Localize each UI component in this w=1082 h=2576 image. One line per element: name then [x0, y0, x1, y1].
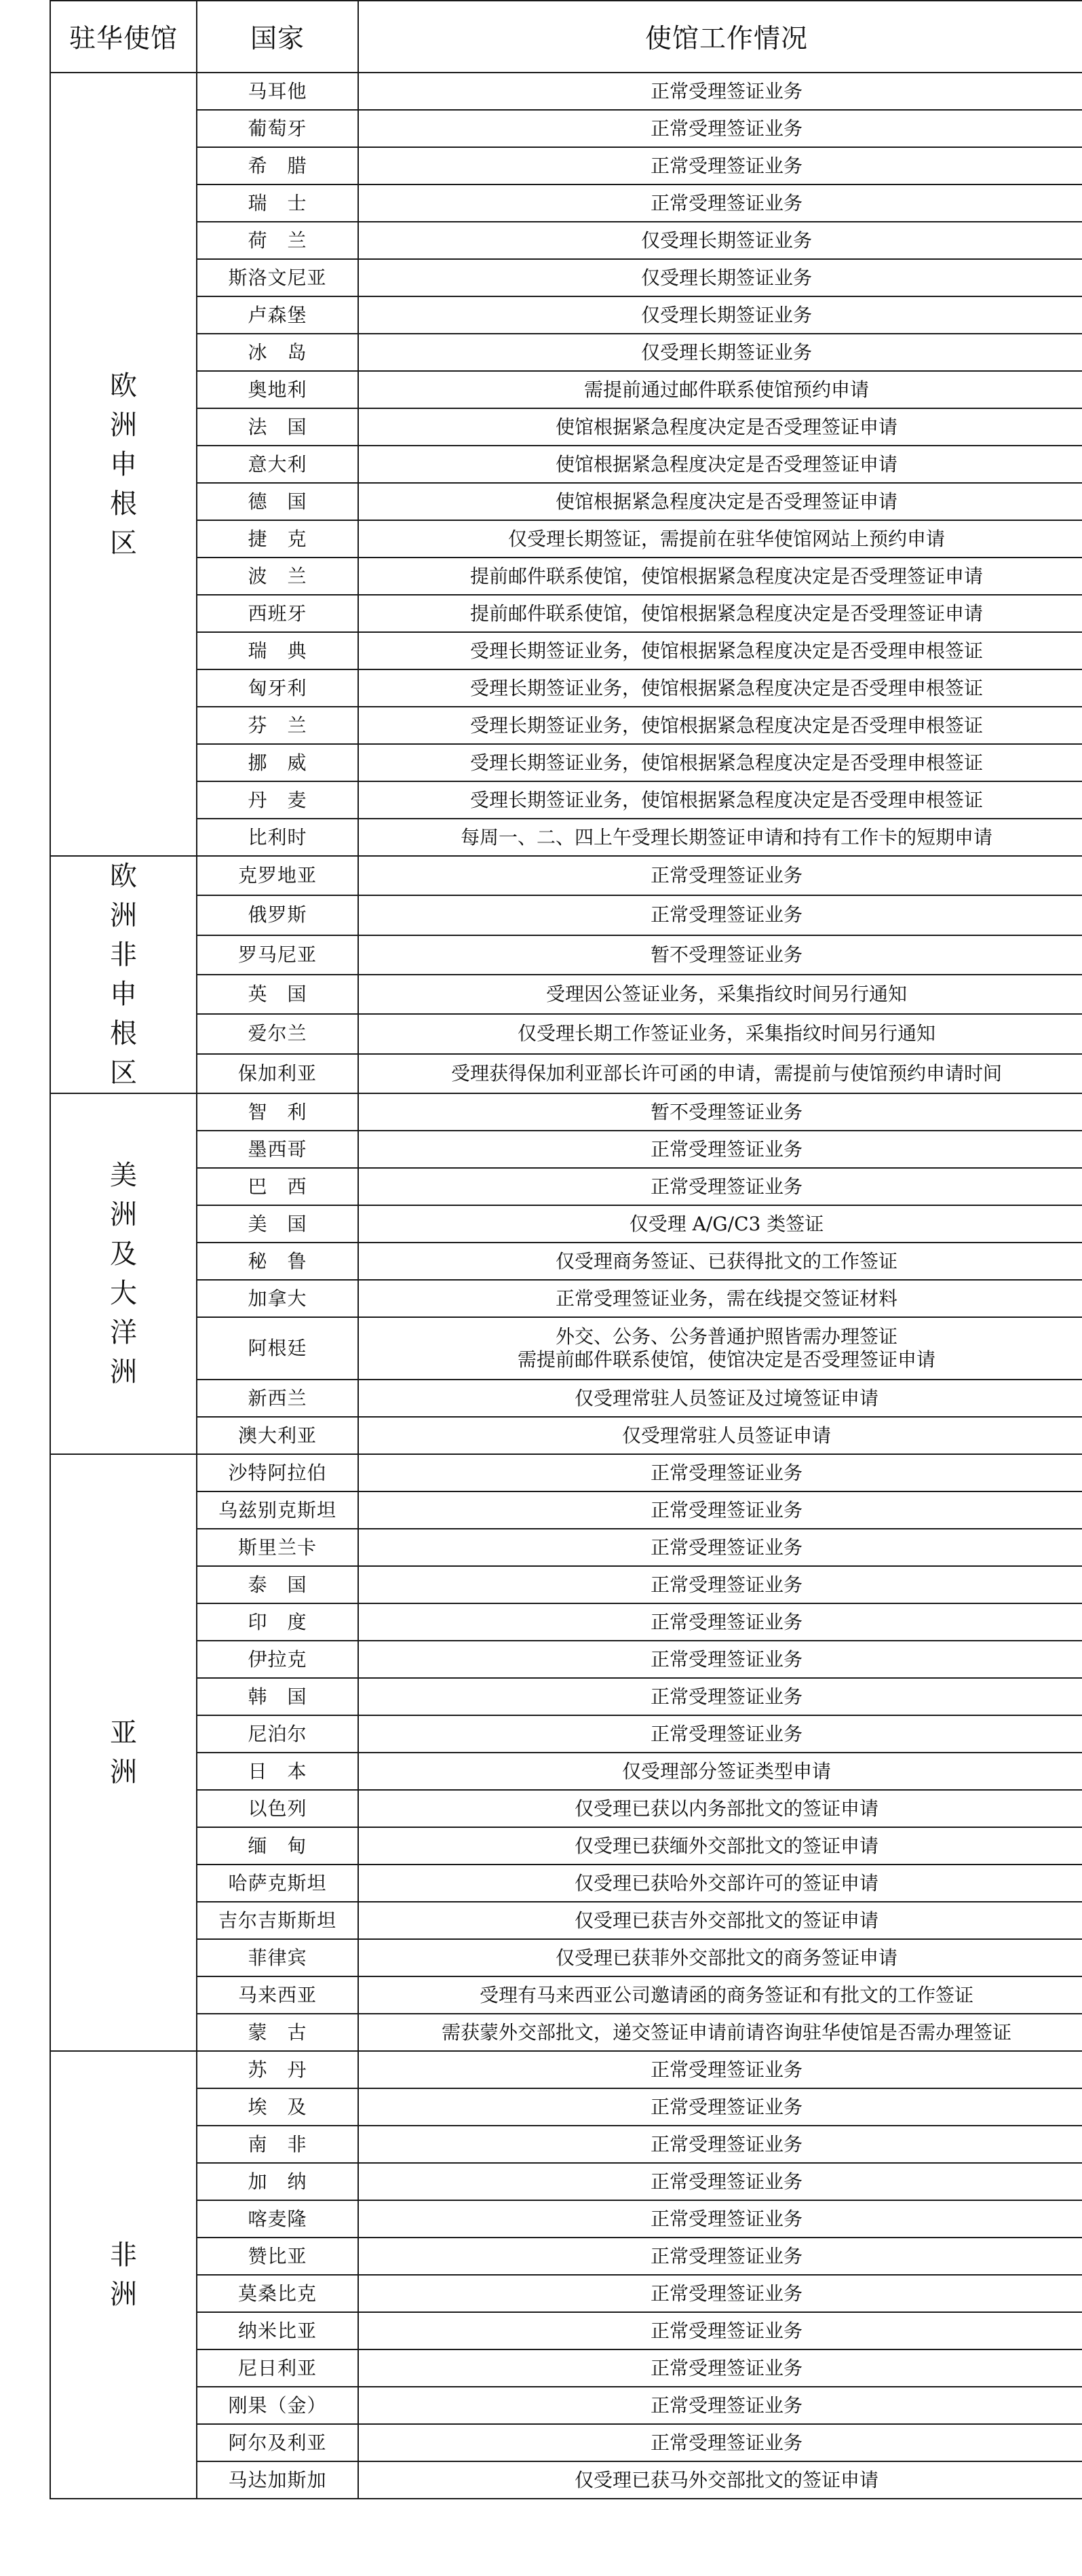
country-cell: 埃 及 [197, 2088, 358, 2126]
status-cell [358, 1641, 1082, 1678]
status-cell [358, 1753, 1082, 1790]
table-row [50, 1168, 1082, 1205]
region-cell [50, 1093, 197, 1454]
table-row [50, 2275, 1082, 2312]
table-row [50, 1678, 1082, 1715]
status-text: 受理有马来西亚公司邀请函的商务签证和有批文的工作签证 [479, 1983, 973, 2006]
status-text: 受理长期签证业务，使馆根据紧急程度决定是否受理申根签证 [469, 751, 983, 774]
status-cell [358, 1417, 1082, 1454]
status-cell [358, 483, 1082, 520]
status-cell [358, 669, 1082, 707]
country-cell: 哈萨克斯坦 [197, 1865, 358, 1902]
table-row [50, 371, 1082, 408]
country-cell: 巴 西 [197, 1168, 358, 1205]
status-cell [358, 520, 1082, 558]
status-text: 正常受理签证业务 [650, 1647, 803, 1671]
table-header [50, 1, 1082, 73]
country-cell: 乌兹别克斯坦 [197, 1491, 358, 1529]
table-row [50, 1054, 1082, 1093]
status-text: 仅受理长期签证，需提前在驻华使馆网站上预约申请 [507, 527, 945, 550]
table-row [50, 446, 1082, 483]
status-text: 正常受理签证业务 [650, 191, 803, 214]
status-text: 提前邮件联系使馆，使馆根据紧急程度决定是否受理签证申请 [469, 564, 983, 587]
status-cell [358, 707, 1082, 744]
country-cell: 斯里兰卡 [197, 1529, 358, 1566]
status-cell [358, 1280, 1082, 1317]
status-cell [358, 1454, 1082, 1491]
region-cell [50, 856, 197, 1093]
status-text: 仅受理长期签证业务 [640, 303, 812, 326]
country-cell: 奥地利 [197, 371, 358, 408]
region-label: 亚洲 [110, 1717, 137, 1788]
table-row [50, 558, 1082, 595]
country-cell: 日 本 [197, 1753, 358, 1790]
country-cell: 美 国 [197, 1205, 358, 1243]
status-cell [358, 73, 1082, 110]
region-cell [50, 1454, 197, 2051]
region-cell [50, 73, 197, 856]
country-cell: 菲律宾 [197, 1939, 358, 1976]
country-cell: 斯洛文尼亚 [197, 259, 358, 296]
status-text: 受理长期签证业务，使馆根据紧急程度决定是否受理申根签证 [469, 639, 983, 662]
country-cell: 匈牙利 [197, 669, 358, 707]
table-row [50, 408, 1082, 446]
country-cell: 希 腊 [197, 147, 358, 184]
status-cell [358, 1529, 1082, 1566]
region-label: 非洲 [110, 2240, 137, 2310]
status-text: 需提前邮件联系使馆，使馆决定是否受理签证申请 [517, 1348, 935, 1371]
country-cell: 阿尔及利亚 [197, 2424, 358, 2461]
table-row [50, 1790, 1082, 1827]
status-text: 仅受理常驻人员签证申请 [621, 1424, 831, 1447]
table-row [50, 2238, 1082, 2275]
embassy-visa-table [50, 0, 1082, 2499]
table-row [50, 2312, 1082, 2349]
status-text: 仅受理已获马外交部批文的签证申请 [574, 2468, 878, 2491]
country-cell: 荷 兰 [197, 222, 358, 259]
status-cell [358, 1976, 1082, 2014]
table-row [50, 1827, 1082, 1865]
country-cell: 莫桑比克 [197, 2275, 358, 2312]
status-text: 仅受理已获缅外交部批文的签证申请 [574, 1834, 878, 1857]
status-text: 受理长期签证业务，使馆根据紧急程度决定是否受理申根签证 [469, 788, 983, 811]
table-row [50, 2051, 1082, 2088]
status-cell [358, 1939, 1082, 1976]
country-cell: 阿根廷 [197, 1317, 358, 1380]
status-text: 正常受理签证业务 [650, 2207, 803, 2230]
status-text: 正常受理签证业务 [650, 2095, 803, 2118]
status-cell [358, 1205, 1082, 1243]
status-text: 仅受理 A/G/C3 类签证 [629, 1212, 824, 1235]
country-cell: 秘 鲁 [197, 1243, 358, 1280]
status-cell [358, 1902, 1082, 1939]
status-cell [358, 1715, 1082, 1753]
status-text: 正常受理签证业务，需在线提交签证材料 [555, 1287, 897, 1310]
table-row [50, 2200, 1082, 2238]
table-row [50, 935, 1082, 975]
status-text: 使馆根据紧急程度决定是否受理签证申请 [555, 490, 897, 513]
country-cell: 南 非 [197, 2126, 358, 2163]
status-text: 仅受理长期工作签证业务，采集指纹时间另行通知 [517, 1022, 935, 1045]
status-cell [358, 2088, 1082, 2126]
table-row [50, 1529, 1082, 1566]
status-cell [358, 1243, 1082, 1280]
status-cell [358, 259, 1082, 296]
table-row [50, 334, 1082, 371]
status-text: 仅受理长期签证业务 [640, 229, 812, 252]
status-text: 仅受理已获吉外交部批文的签证申请 [574, 1909, 878, 1932]
status-text: 正常受理签证业务 [650, 2356, 803, 2379]
country-cell: 克罗地亚 [197, 856, 358, 895]
status-text: 正常受理签证业务 [650, 2244, 803, 2267]
status-text: 正常受理签证业务 [650, 864, 803, 887]
region-label: 欧洲非申根区 [110, 861, 137, 1089]
status-cell [358, 895, 1082, 935]
table-row [50, 819, 1082, 856]
table-row [50, 1715, 1082, 1753]
status-text: 正常受理签证业务 [650, 117, 803, 140]
table-row [50, 1093, 1082, 1131]
country-cell: 马耳他 [197, 73, 358, 110]
visa-status-sheet [50, 0, 1082, 2499]
country-cell: 蒙 古 [197, 2014, 358, 2051]
status-text: 使馆根据紧急程度决定是否受理签证申请 [555, 452, 897, 475]
status-text: 仅受理已获菲外交部批文的商务签证申请 [555, 1946, 897, 1969]
region-label: 美洲及大洋洲 [110, 1160, 137, 1388]
table-row [50, 1902, 1082, 1939]
status-cell [358, 110, 1082, 147]
table-row [50, 483, 1082, 520]
table-row [50, 222, 1082, 259]
status-cell [358, 1827, 1082, 1865]
status-cell [358, 595, 1082, 632]
status-text: 受理因公签证业务，采集指纹时间另行通知 [545, 983, 907, 1006]
status-cell [358, 408, 1082, 446]
status-cell [358, 371, 1082, 408]
status-cell [358, 558, 1082, 595]
status-cell [358, 2163, 1082, 2200]
status-text: 正常受理签证业务 [650, 79, 803, 102]
status-cell [358, 1317, 1082, 1380]
status-cell [358, 184, 1082, 222]
status-cell [358, 1054, 1082, 1093]
status-text: 使馆根据紧急程度决定是否受理签证申请 [555, 415, 897, 438]
country-cell: 吉尔吉斯斯坦 [197, 1902, 358, 1939]
status-cell [358, 1491, 1082, 1529]
status-cell [358, 222, 1082, 259]
country-cell: 比利时 [197, 819, 358, 856]
table-row [50, 2461, 1082, 2499]
status-cell [358, 1093, 1082, 1131]
status-text: 外交、公务、公务普通护照皆需办理签证 [555, 1325, 897, 1348]
status-text: 正常受理签证业务 [650, 2058, 803, 2081]
country-cell: 葡萄牙 [197, 110, 358, 147]
status-text: 仅受理常驻人员签证及过境签证申请 [574, 1386, 878, 1409]
status-text: 提前邮件联系使馆，使馆根据紧急程度决定是否受理签证申请 [469, 602, 983, 625]
status-cell [358, 856, 1082, 895]
status-text: 正常受理签证业务 [650, 2170, 803, 2193]
status-text: 正常受理签证业务 [650, 2431, 803, 2454]
status-text: 正常受理签证业务 [650, 1573, 803, 1596]
country-cell: 意大利 [197, 446, 358, 483]
country-cell: 西班牙 [197, 595, 358, 632]
table-row [50, 707, 1082, 744]
status-cell [358, 819, 1082, 856]
country-cell: 冰 岛 [197, 334, 358, 371]
table-row [50, 595, 1082, 632]
table-row [50, 2126, 1082, 2163]
country-cell: 加拿大 [197, 1280, 358, 1317]
country-cell: 沙特阿拉伯 [197, 1454, 358, 1491]
table-row [50, 1131, 1082, 1168]
status-text: 正常受理签证业务 [650, 2132, 803, 2155]
status-text: 正常受理签证业务 [650, 1610, 803, 1633]
table-row [50, 1280, 1082, 1317]
status-cell [358, 781, 1082, 819]
table-row [50, 296, 1082, 334]
table-row [50, 1976, 1082, 2014]
table-row [50, 1380, 1082, 1417]
status-text: 正常受理签证业务 [650, 1175, 803, 1198]
country-cell: 俄罗斯 [197, 895, 358, 935]
country-cell: 印 度 [197, 1603, 358, 1641]
status-cell [358, 2051, 1082, 2088]
status-text: 需提前通过邮件联系使馆预约申请 [583, 378, 869, 401]
table-row [50, 2349, 1082, 2387]
header-region: 驻华使馆 [50, 1, 197, 73]
country-cell: 德 国 [197, 483, 358, 520]
table-row [50, 1243, 1082, 1280]
country-cell: 苏 丹 [197, 2051, 358, 2088]
table-row [50, 856, 1082, 895]
country-cell: 罗马尼亚 [197, 935, 358, 975]
status-text: 正常受理签证业务 [650, 1137, 803, 1160]
table-row [50, 1417, 1082, 1454]
country-cell: 芬 兰 [197, 707, 358, 744]
status-cell [358, 296, 1082, 334]
country-cell: 刚果（金） [197, 2387, 358, 2424]
country-cell: 马来西亚 [197, 1976, 358, 2014]
country-cell: 丹 麦 [197, 781, 358, 819]
status-cell [358, 2387, 1082, 2424]
country-cell: 以色列 [197, 1790, 358, 1827]
country-cell: 马达加斯加 [197, 2461, 358, 2499]
table-row [50, 1641, 1082, 1678]
status-cell [358, 1566, 1082, 1603]
country-cell: 新西兰 [197, 1380, 358, 1417]
status-cell [358, 1131, 1082, 1168]
country-cell: 尼日利亚 [197, 2349, 358, 2387]
status-text: 仅受理商务签证、已获得批文的工作签证 [555, 1249, 897, 1272]
table-row [50, 1317, 1082, 1380]
country-cell: 卢森堡 [197, 296, 358, 334]
status-cell [358, 975, 1082, 1014]
status-text: 正常受理签证业务 [650, 1536, 803, 1559]
status-cell [358, 1603, 1082, 1641]
status-text: 正常受理签证业务 [650, 1461, 803, 1484]
table-row [50, 1603, 1082, 1641]
status-text: 正常受理签证业务 [650, 154, 803, 177]
status-cell [358, 1014, 1082, 1053]
status-cell [358, 2238, 1082, 2275]
table-row [50, 2088, 1082, 2126]
status-cell [358, 147, 1082, 184]
status-cell [358, 2275, 1082, 2312]
table-row [50, 1566, 1082, 1603]
status-text: 受理长期签证业务，使馆根据紧急程度决定是否受理申根签证 [469, 676, 983, 699]
status-text: 正常受理签证业务 [650, 903, 803, 926]
status-cell [358, 334, 1082, 371]
table-row [50, 184, 1082, 222]
table-row [50, 1491, 1082, 1529]
status-text: 仅受理部分签证类型申请 [621, 1759, 831, 1782]
country-cell: 喀麦隆 [197, 2200, 358, 2238]
table-row [50, 895, 1082, 935]
status-text: 暂不受理签证业务 [650, 1100, 803, 1123]
status-cell [358, 1168, 1082, 1205]
country-cell: 挪 威 [197, 744, 358, 781]
table-row [50, 2424, 1082, 2461]
header-status: 使馆工作情况 [358, 1, 1082, 73]
status-cell [358, 2312, 1082, 2349]
status-text: 正常受理签证业务 [650, 1685, 803, 1708]
table-row [50, 669, 1082, 707]
status-text: 受理长期签证业务，使馆根据紧急程度决定是否受理申根签证 [469, 714, 983, 737]
status-text: 正常受理签证业务 [650, 1498, 803, 1521]
status-text: 暂不受理签证业务 [650, 943, 803, 966]
country-cell: 缅 甸 [197, 1827, 358, 1865]
table-row [50, 744, 1082, 781]
table-row [50, 110, 1082, 147]
status-text: 仅受理已获哈外交部许可的签证申请 [574, 1871, 878, 1894]
country-cell: 保加利亚 [197, 1054, 358, 1093]
table-row [50, 520, 1082, 558]
table-row [50, 975, 1082, 1014]
country-cell: 澳大利亚 [197, 1417, 358, 1454]
country-cell: 智 利 [197, 1093, 358, 1131]
status-text: 正常受理签证业务 [650, 2282, 803, 2305]
status-cell [358, 1678, 1082, 1715]
status-cell [358, 2126, 1082, 2163]
country-cell: 尼泊尔 [197, 1715, 358, 1753]
table-row [50, 73, 1082, 110]
header-country: 国家 [197, 1, 358, 73]
table-row [50, 1454, 1082, 1491]
status-text: 受理获得保加利亚部长许可函的申请，需提前与使馆预约申请时间 [450, 1061, 1002, 1085]
region-label: 欧洲申根区 [110, 370, 137, 559]
country-cell: 瑞 典 [197, 632, 358, 669]
status-cell [358, 2349, 1082, 2387]
table-row [50, 2387, 1082, 2424]
country-cell: 泰 国 [197, 1566, 358, 1603]
status-text: 正常受理签证业务 [650, 2319, 803, 2342]
status-cell [358, 446, 1082, 483]
country-cell: 伊拉克 [197, 1641, 358, 1678]
status-text: 仅受理已获以内务部批文的签证申请 [574, 1797, 878, 1820]
status-text: 需获蒙外交部批文，递交签证申请前请咨询驻华使馆是否需办理签证 [441, 2021, 1011, 2044]
status-cell [358, 1790, 1082, 1827]
status-text: 每周一、二、四上午受理长期签证申请和持有工作卡的短期申请 [460, 825, 992, 848]
status-text: 仅受理长期签证业务 [640, 340, 812, 364]
country-cell: 瑞 士 [197, 184, 358, 222]
table-row [50, 1205, 1082, 1243]
table-row [50, 632, 1082, 669]
table-row [50, 2014, 1082, 2051]
table-body [50, 73, 1082, 2499]
status-cell [358, 1865, 1082, 1902]
status-text: 正常受理签证业务 [650, 2394, 803, 2417]
country-cell: 爱尔兰 [197, 1014, 358, 1053]
status-cell [358, 2461, 1082, 2499]
table-row [50, 781, 1082, 819]
status-cell [358, 2200, 1082, 2238]
table-row [50, 259, 1082, 296]
status-cell [358, 2424, 1082, 2461]
country-cell: 韩 国 [197, 1678, 358, 1715]
status-cell [358, 935, 1082, 975]
status-text: 正常受理签证业务 [650, 1722, 803, 1745]
country-cell: 加 纳 [197, 2163, 358, 2200]
country-cell: 英 国 [197, 975, 358, 1014]
status-cell [358, 1380, 1082, 1417]
table-row [50, 1014, 1082, 1053]
region-cell [50, 2051, 197, 2499]
country-cell: 纳米比亚 [197, 2312, 358, 2349]
country-cell: 波 兰 [197, 558, 358, 595]
country-cell: 捷 克 [197, 520, 358, 558]
status-cell [358, 632, 1082, 669]
table-row [50, 147, 1082, 184]
table-row [50, 2163, 1082, 2200]
table-row [50, 1865, 1082, 1902]
country-cell: 法 国 [197, 408, 358, 446]
status-cell [358, 2014, 1082, 2051]
status-text: 仅受理长期签证业务 [640, 266, 812, 289]
status-cell [358, 744, 1082, 781]
table-row [50, 1939, 1082, 1976]
country-cell: 墨西哥 [197, 1131, 358, 1168]
country-cell: 赞比亚 [197, 2238, 358, 2275]
header-row [50, 1, 1082, 73]
table-row [50, 1753, 1082, 1790]
